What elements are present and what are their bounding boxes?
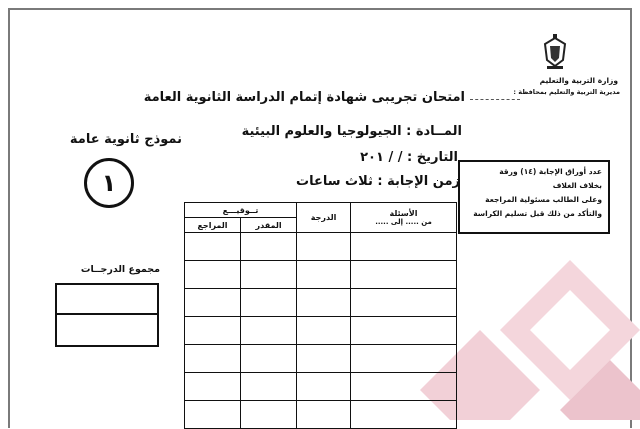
grades-total-row[interactable] [57,315,157,345]
cell[interactable] [351,233,457,261]
note-line: بخلاف الغلاف [552,181,602,190]
cell[interactable] [351,345,457,373]
cell[interactable] [185,345,241,373]
cell[interactable] [297,317,351,345]
model-label: نموذج ثانوية عامة [69,132,182,147]
answer-sheets-note [458,160,610,234]
cell[interactable] [297,289,351,317]
table-row [185,401,457,429]
grade-header: الدرجة [297,203,351,233]
questions-header-label: الأسئلة [389,209,418,218]
grader-header: المقدر [241,218,297,233]
table-row [185,373,457,401]
cell[interactable] [185,373,241,401]
cell[interactable] [241,289,297,317]
table-row [185,261,457,289]
table-row [185,317,457,345]
cell[interactable] [241,261,297,289]
cell[interactable] [185,261,241,289]
cell[interactable] [297,373,351,401]
questions-header [351,203,457,233]
exam-subject: المــادة : الجيولوجيا والعلوم البيئية [241,124,462,139]
questions-range: من ..... إلى ..... [375,218,432,226]
cell[interactable] [351,373,457,401]
grades-total-row[interactable] [57,285,157,315]
cell[interactable] [297,401,351,429]
cell[interactable] [241,317,297,345]
model-number: ١ [101,169,117,197]
table-row [185,289,457,317]
cell[interactable] [185,401,241,429]
note-line: والتأكد من ذلك قبل تسليم الكراسة [473,209,602,218]
note-line: وعلى الطالب مسئولية المراجعة [485,195,602,204]
eagle-emblem-icon [541,34,569,70]
exam-duration: زمن الإجابة : ثلاث ساعات [296,174,460,189]
directorate-name: مديرية التربية والتعليم بمحافظة : [513,88,620,96]
cell[interactable] [185,233,241,261]
cell[interactable] [241,233,297,261]
ministry-name: وزارة التربية والتعليم [539,76,618,85]
model-number-badge [84,158,134,208]
cell[interactable] [351,289,457,317]
cell[interactable] [351,261,457,289]
cell[interactable] [297,233,351,261]
exam-title: امتحان تجريبى شهادة إتمام الدراسة الثانوية العامة [143,90,465,105]
cell[interactable] [351,401,457,429]
reviewer-header: المراجع [185,218,241,233]
cell[interactable] [351,317,457,345]
cell[interactable] [297,345,351,373]
grades-total-label: مجموع الدرجــات [80,264,160,275]
signature-header: تــوقيـــع [185,203,297,218]
cell[interactable] [241,401,297,429]
cell[interactable] [297,261,351,289]
cell[interactable] [185,317,241,345]
exam-date: التاريخ : / / ٢٠١ [360,150,458,165]
grades-table [184,202,457,429]
directorate-dash [470,99,520,100]
cell[interactable] [185,289,241,317]
table-row [185,233,457,261]
table-row [185,345,457,373]
cell[interactable] [241,345,297,373]
cell[interactable] [241,373,297,401]
note-line: عدد أوراق الإجابة (١٤) ورقة [499,167,602,176]
grades-total-box[interactable] [55,283,159,347]
